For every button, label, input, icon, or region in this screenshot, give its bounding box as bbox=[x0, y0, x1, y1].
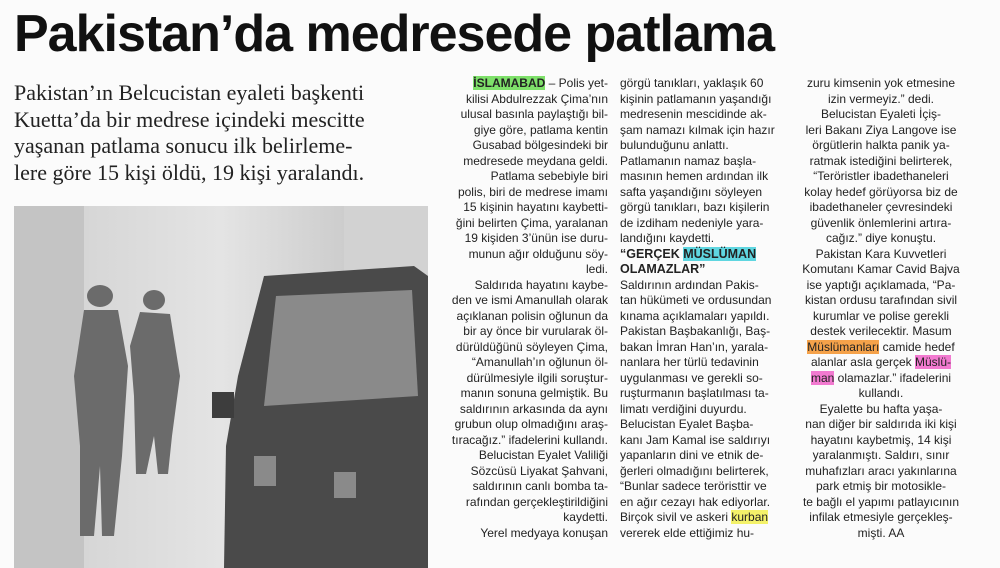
body-line: Pakistan Başbakanlığı, Baş- bbox=[620, 324, 771, 338]
body-line: Patlama sebebiyle biri bbox=[490, 169, 608, 183]
body-line: nan diğer bir saldırıda iki kişi bbox=[805, 417, 957, 431]
body-line: manın sonuna gelmiştik. Bu bbox=[460, 386, 608, 400]
body-line: 15 kişinin hayatını kaybetti- bbox=[463, 200, 608, 214]
body-line: nanlara her türlü tedavinin bbox=[620, 355, 759, 369]
body-line: Saldırıda hayatını kaybe- bbox=[474, 277, 608, 292]
body-line: park etmiş bir motosikle- bbox=[815, 479, 947, 493]
highlighted-word: MÜSLÜMAN bbox=[683, 246, 757, 261]
body-line: ğerleri olmadığını belirterek, bbox=[620, 463, 769, 478]
article-column-3 bbox=[792, 76, 970, 541]
body-line: tıracağız.” ifadelerini kullandı. bbox=[451, 432, 608, 447]
body-line: Gusabad bölgesindeki bir bbox=[472, 138, 608, 152]
lead-paragraph bbox=[14, 80, 424, 186]
highlighted-word: kurban bbox=[731, 510, 769, 524]
body-line: de izdiham nedeniyle yara- bbox=[620, 215, 764, 230]
subheading bbox=[620, 247, 785, 263]
body-line: ise yaptığı açıklamada, “Pa- bbox=[806, 277, 956, 292]
body-line: te bağlı el yapımı patlayıcının bbox=[802, 494, 960, 509]
body-line: Pakistan Kara Kuvvetleri bbox=[815, 246, 947, 261]
body-line: medresenin mescidinde ak- bbox=[620, 107, 767, 121]
body-line: Komutanı Kamar Cavid Bajva bbox=[802, 262, 960, 276]
body-line: “Bunlar sadece teröristtir ve bbox=[620, 479, 767, 493]
body-line: 19 kişiden 3’ünün ise duru- bbox=[464, 231, 608, 245]
body-line: saldırının arkasında da aynı bbox=[459, 401, 608, 416]
body-line: munun ağır olduğunu söy- bbox=[468, 246, 608, 261]
body-line: ibadethaneler çevresindeki bbox=[809, 200, 953, 214]
body-line: güvenlik önlemlerini artıra- bbox=[810, 215, 952, 230]
body-line: landığını kaydetti. bbox=[620, 231, 715, 245]
body-line: grubun olup olmadığını araş- bbox=[454, 417, 608, 431]
body-line: kolay hedef görüyorsa biz de bbox=[804, 184, 958, 199]
body-line: kistan ordusu tarafından sivil bbox=[804, 293, 958, 307]
body-line: masının hemen ardından ilk bbox=[620, 169, 769, 183]
news-photo-illustration bbox=[14, 206, 428, 568]
body-line: zuru kimsenin yok etmesine bbox=[806, 76, 956, 90]
headline: Pakistan’da medresede patlama bbox=[14, 5, 775, 63]
body-line: kişinin patlamanın yaşandığı bbox=[620, 91, 772, 106]
body-line: ratmak istediğini belirterek, bbox=[809, 153, 953, 168]
lead-line: Pakistan’ın Belcucistan eyaleti başkenti bbox=[14, 80, 365, 105]
body-line: bakan İmran Han’ın, yarala- bbox=[620, 339, 769, 354]
body-line: destek verilecektir. Masum bbox=[810, 324, 952, 338]
dateline: İSLAMABAD bbox=[473, 76, 546, 90]
lead-line: yaşanan patlama sonucu ilk belirleme- bbox=[14, 133, 353, 158]
body-line: yaralanmıştı. Saldırı, sınır bbox=[812, 448, 950, 462]
body-line: Yerel medyaya konuşan bbox=[480, 525, 608, 540]
body-line: “Amanullah’ın oğlunun öl- bbox=[471, 355, 608, 369]
body-line: hayatını kaybetmiş, 14 kişi bbox=[810, 432, 952, 447]
body-line: dürüldüğünü söyleyen Çima, bbox=[455, 339, 608, 354]
subheading-text: “GERÇEK bbox=[620, 246, 684, 261]
subheading-line-2: OLAMAZLAR” bbox=[620, 262, 706, 276]
body-line: şam namazı kılmak için hazır bbox=[620, 122, 775, 137]
body-line: örgütlerin halkta panik ya- bbox=[812, 138, 950, 152]
body-line: giye göre, patlama kentin bbox=[473, 122, 608, 137]
body-line: kilisi Abdulrezzak Çima’nın bbox=[465, 91, 608, 106]
body-line: kullandı. bbox=[858, 386, 904, 400]
body-line: izin vermeyiz.” dedi. bbox=[827, 91, 935, 106]
highlighted-word: man bbox=[810, 370, 835, 385]
article-column-1 bbox=[446, 76, 608, 541]
body-line: yapanların dini ve etnik de- bbox=[620, 448, 764, 462]
body-line: limatı verdiğini duyurdu. bbox=[620, 401, 747, 416]
body-line: görgü tanıkları, bazı kişilerin bbox=[620, 200, 770, 214]
body-line: görgü tanıkları, yaklaşık 60 bbox=[620, 76, 764, 90]
body-line: rafından gerçekleştirildiğini bbox=[465, 494, 608, 509]
body-line: safta yaşandığını söyleyen bbox=[620, 184, 763, 199]
body-line: ruşturmanın başlatılması ta- bbox=[620, 386, 769, 400]
highlighted-word: Müslümanları bbox=[807, 339, 880, 354]
body-line: en ağır cezayı hak ediyorlar. bbox=[620, 494, 771, 509]
body-line: den ve ismi Amanullah olarak bbox=[451, 293, 608, 307]
body-line: kanı Jam Kamal ise saldırıyı bbox=[620, 432, 771, 447]
body-line: ğini belirten Çima, yaralanan bbox=[455, 215, 608, 230]
body-text: olamazlar.” ifadelerini bbox=[834, 370, 952, 385]
body-line: bir ay önce bir vurularak öl- bbox=[463, 324, 608, 338]
body-line: leri Bakanı Ziya Langove ise bbox=[805, 122, 957, 137]
body-text: – Polis yet- bbox=[545, 76, 608, 90]
body-line: polis, biri de medrese imamı bbox=[457, 184, 608, 199]
body-line: kınama açıklamaları yapıldı. bbox=[620, 308, 770, 323]
body-line: “Teröristler ibadethaneleri bbox=[813, 169, 949, 183]
body-line: saldırının canlı bomba ta- bbox=[472, 479, 608, 493]
highlighted-word: Müslü- bbox=[915, 355, 952, 369]
body-line: infilak etmesiyle gerçekleş- bbox=[809, 510, 953, 524]
body-line: bulunduğunu anlattı. bbox=[620, 138, 729, 152]
body-line: cağız.” diye konuştu. bbox=[825, 231, 937, 245]
body-line: Saldırının ardından Pakis- bbox=[620, 277, 759, 292]
body-line: uygulanması ve gerekli so- bbox=[620, 370, 763, 385]
body-line: açıklanan polisin oğlunun da bbox=[456, 308, 608, 323]
body-line: kaydetti. bbox=[563, 510, 608, 524]
lead-line: Kuetta’da bir medrese içindeki mescitte bbox=[14, 106, 365, 132]
body-line: medresede meydana geldi. bbox=[463, 153, 608, 168]
body-line: tan hükümeti ve ordusundan bbox=[620, 293, 772, 307]
body-line: vererek elde ettiğimiz hu- bbox=[620, 525, 755, 540]
body-line: Sözcüsü Liyakat Şahvani, bbox=[470, 463, 608, 478]
body-line: Patlamanın namaz başla- bbox=[620, 153, 757, 168]
body-line: Belucistan Eyaleti İçiş- bbox=[820, 107, 942, 121]
body-line: kurumlar ve polise gerekli bbox=[812, 308, 950, 323]
body-line: Belucistan Eyalet Valiliği bbox=[478, 448, 608, 462]
lead-line: lere göre 15 kişi öldü, 19 kişi yaralandı. bbox=[14, 159, 365, 185]
body-line: mişti. AA bbox=[857, 525, 905, 540]
body-line: ledi. bbox=[585, 262, 608, 276]
body-text: alanlar asla gerçek bbox=[810, 355, 916, 369]
body-text: camide hedef bbox=[879, 339, 955, 354]
body-line: ulusal basınla paylaştığı bil- bbox=[460, 107, 608, 121]
article-column-2 bbox=[620, 76, 785, 541]
news-photo bbox=[14, 206, 428, 568]
body-line: dürülmesiyle ilgili soruştur- bbox=[466, 370, 608, 385]
body-line: Eyalette bu hafta yaşa- bbox=[819, 401, 943, 416]
body-line: muhafızları aracı yakınlarına bbox=[805, 463, 957, 478]
body-text: Birçok sivil ve askeri bbox=[620, 510, 732, 524]
body-line: Belucistan Eyalet Başba- bbox=[620, 417, 754, 431]
